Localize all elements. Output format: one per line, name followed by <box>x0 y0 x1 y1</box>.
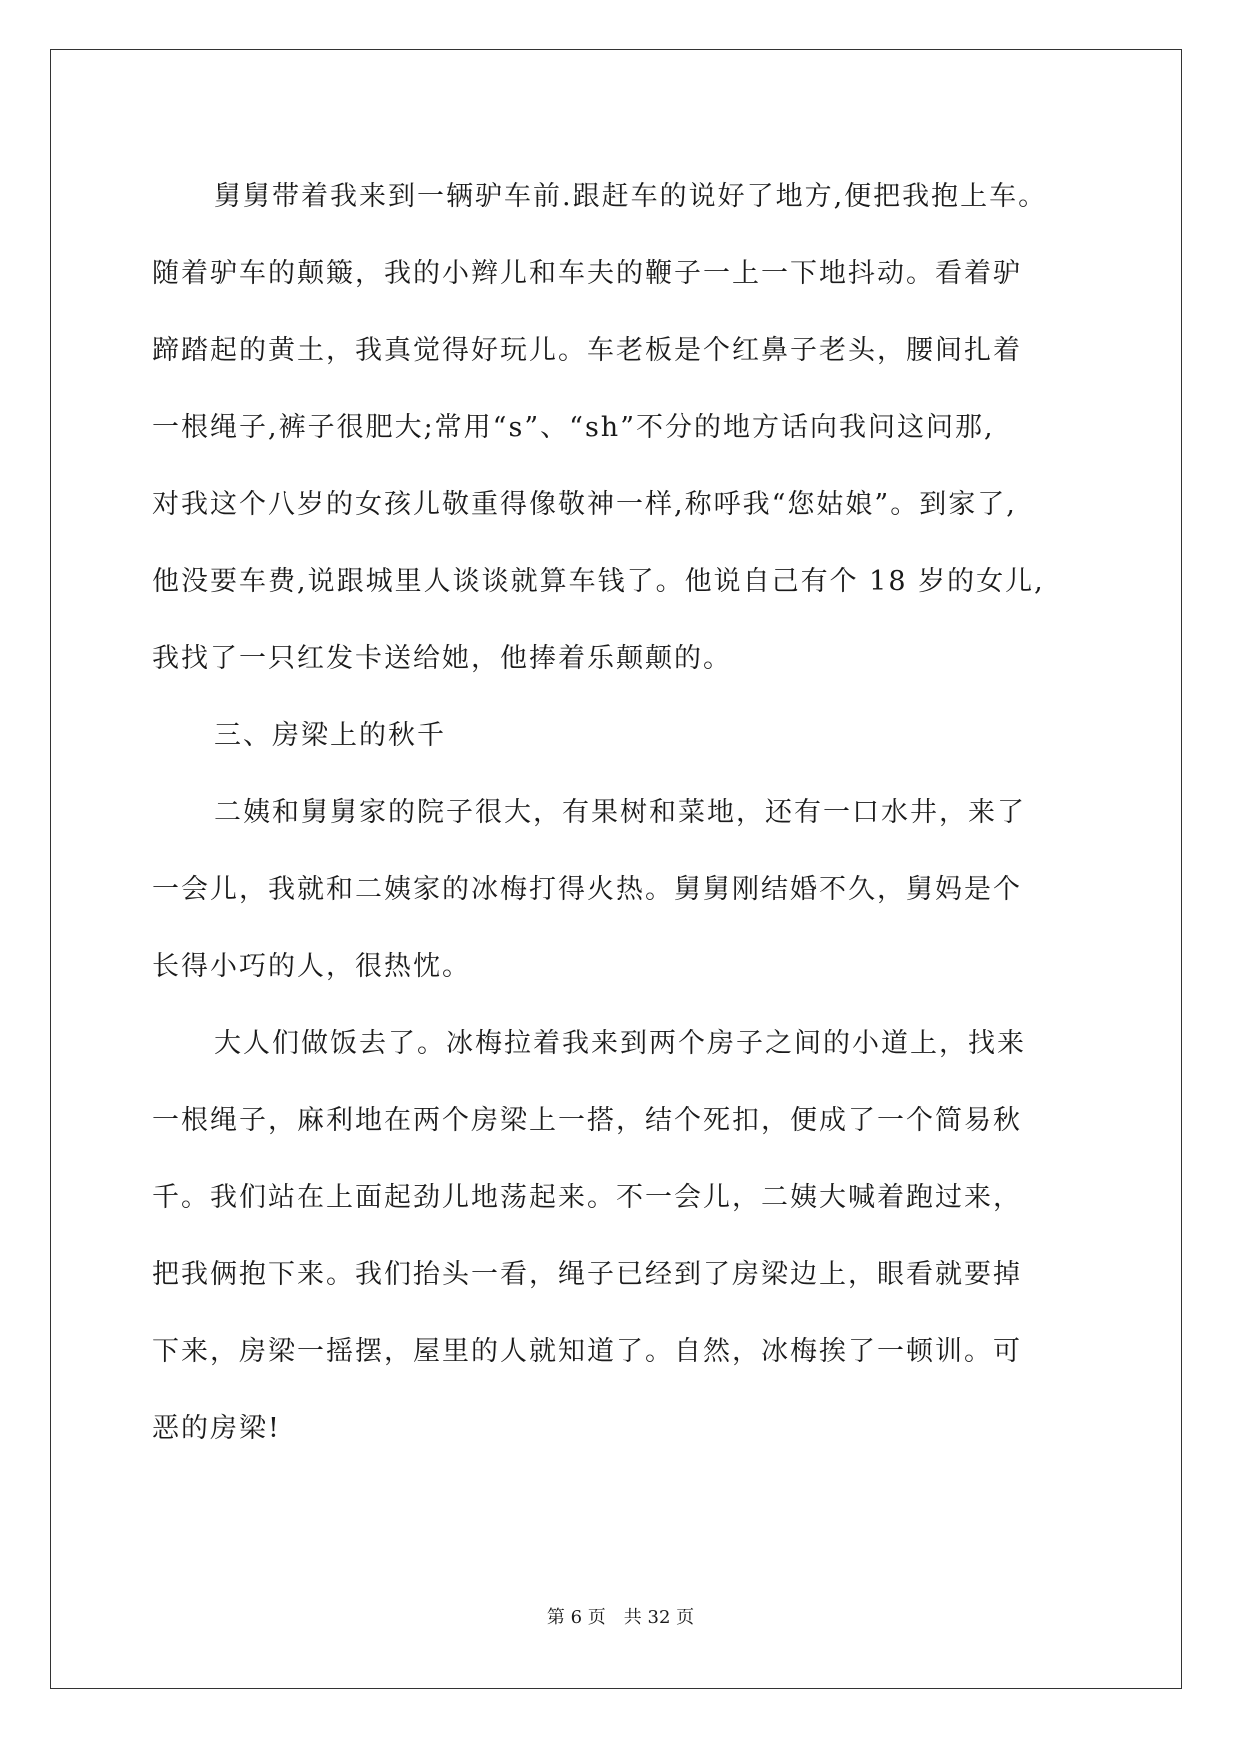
section-heading: 三、房梁上的秋千 <box>214 720 446 751</box>
paragraph-line: 一根绳子,裤子很肥大;常用“s”、“sh”不分的地方话向我问这问那, <box>152 412 995 443</box>
paragraph-line: 大人们做饭去了。冰梅拉着我来到两个房子之间的小道上，找来 <box>214 1028 1026 1059</box>
paragraph-line: 长得小巧的人，很热忱。 <box>152 951 471 982</box>
paragraph-line: 舅舅带着我来到一辆驴车前.跟赶车的说好了地方,便把我抱上车。 <box>214 181 1048 212</box>
paragraph-line: 随着驴车的颠簸，我的小辫儿和车夫的鞭子一上一下地抖动。看着驴 <box>152 258 1022 289</box>
paragraph-line: 一根绳子，麻利地在两个房梁上一搭，结个死扣，便成了一个简易秋 <box>152 1105 1022 1136</box>
paragraph-line: 把我俩抱下来。我们抬头一看，绳子已经到了房梁边上，眼看就要掉 <box>152 1259 1022 1290</box>
paragraph-line: 二姨和舅舅家的院子很大，有果树和菜地，还有一口水井，来了 <box>214 797 1026 828</box>
paragraph-line: 我找了一只红发卡送给她，他捧着乐颠颠的。 <box>152 643 732 674</box>
paragraph-line: 一会儿，我就和二姨家的冰梅打得火热。舅舅刚结婚不久，舅妈是个 <box>152 874 1022 905</box>
paragraph-line: 对我这个八岁的女孩儿敬重得像敬神一样,称呼我“您姑娘”。到家了, <box>152 489 1017 520</box>
paragraph-line: 蹄踏起的黄土，我真觉得好玩儿。车老板是个红鼻子老头，腰间扎着 <box>152 335 1022 366</box>
paragraph-line: 恶的房梁! <box>152 1413 281 1444</box>
page-footer <box>0 1603 1241 1629</box>
page-total: 共 32 页 <box>623 1607 695 1628</box>
paragraph-line: 他没要车费,说跟城里人谈谈就算车钱了。他说自己有个 18 岁的女儿, <box>152 566 1045 597</box>
paragraph-line: 下来，房梁一摇摆，屋里的人就知道了。自然，冰梅挨了一顿训。可 <box>152 1336 1022 1367</box>
paragraph-line: 千。我们站在上面起劲儿地荡起来。不一会儿，二姨大喊着跑过来， <box>152 1182 1022 1213</box>
document-body <box>152 158 1092 1467</box>
page-number: 第 6 页 <box>546 1607 606 1628</box>
